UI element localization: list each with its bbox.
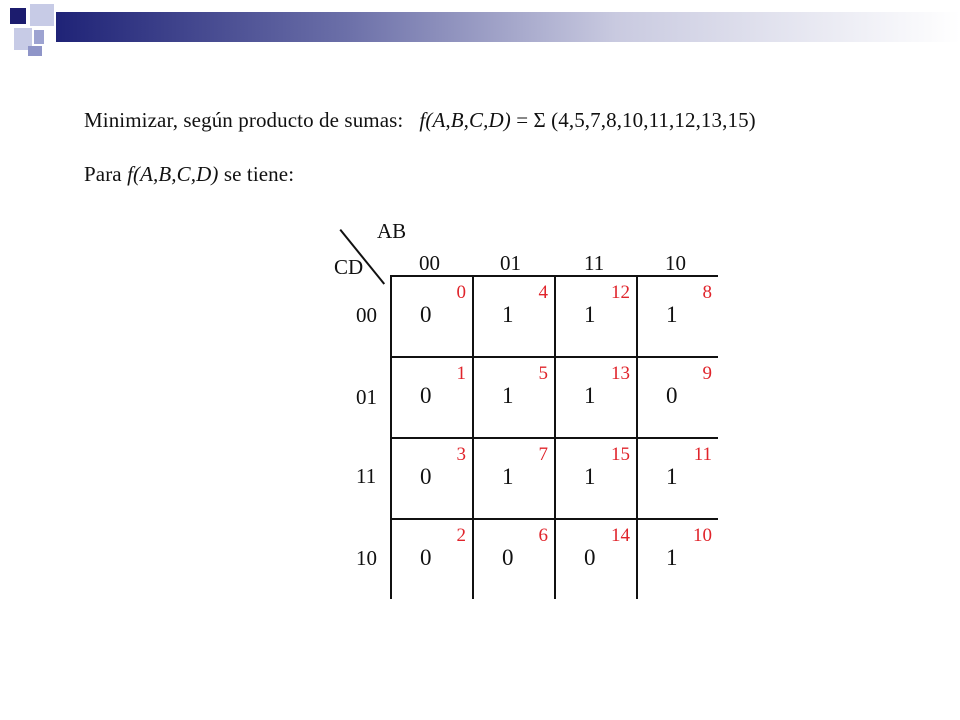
cell-value: 0 [502,545,514,570]
kmap-cell [638,277,718,356]
cell-value: 1 [584,383,596,408]
cell-value: 0 [420,383,432,408]
decor-square [30,4,54,26]
slide-header-decoration [0,0,960,60]
cell-minterm-index: 6 [538,525,548,546]
cell-value: 1 [502,302,514,327]
function-name: f(A,B,C,D) [127,162,219,186]
intro-prefix: Para [84,162,122,186]
kmap-cell [392,520,472,599]
decor-square [34,30,44,44]
cell-value: 1 [584,464,596,489]
function-expression: = Σ (4,5,7,8,10,11,12,13,15) [516,108,756,132]
function-name: f(A,B,C,D) [419,108,511,132]
cell-minterm-index: 7 [538,444,548,465]
kmap-cell [474,358,554,437]
kmap-cell [556,358,636,437]
kmap-cell [474,520,554,599]
cell-minterm-index: 9 [702,363,712,384]
kmap-cell [392,277,472,356]
cell-minterm-index: 4 [538,282,548,303]
kmap-cell [556,520,636,599]
kmap-cd-label: CD [334,255,364,279]
karnaugh-map [390,275,718,599]
cell-value: 1 [502,464,514,489]
kmap-column-header: 10 [665,251,686,275]
cell-value: 1 [666,302,678,327]
cell-minterm-index: 2 [456,525,466,546]
cell-minterm-index: 8 [702,282,712,303]
kmap-row-header: 11 [356,464,377,488]
statement-prefix: Minimizar, según producto de sumas: [84,108,404,132]
cell-value: 0 [420,302,432,327]
kmap-cell [556,277,636,356]
gradient-bar [56,12,960,42]
kmap-column-header: 00 [419,251,440,275]
kmap-cell [638,358,718,437]
cell-value: 1 [502,383,514,408]
cell-value: 0 [420,464,432,489]
cell-minterm-index: 0 [456,282,466,303]
kmap-row-header: 00 [356,303,377,327]
cell-value: 1 [666,464,678,489]
intro-line [84,162,294,187]
cell-value: 1 [584,302,596,327]
kmap-column-header: 01 [500,251,521,275]
kmap-ab-label: AB [377,219,407,243]
kmap-cell [474,277,554,356]
cell-minterm-index: 10 [693,525,712,546]
cell-minterm-index: 12 [611,282,630,303]
kmap-row-header: 01 [356,385,377,409]
cell-minterm-index: 3 [456,444,466,465]
kmap-cell [474,439,554,518]
problem-statement [84,108,756,133]
cell-value: 0 [420,545,432,570]
intro-suffix: se tiene: [223,162,295,186]
kmap-cell [392,358,472,437]
cell-minterm-index: 1 [456,363,466,384]
kmap-cell [392,439,472,518]
kmap-cell [638,439,718,518]
kmap-row-header: 10 [356,546,377,570]
cell-minterm-index: 11 [693,444,712,465]
kmap-cell [638,520,718,599]
decor-square [28,46,42,56]
cell-value: 1 [666,545,678,570]
cell-value: 0 [666,383,678,408]
cell-minterm-index: 13 [611,363,630,384]
decor-square [10,8,26,24]
cell-minterm-index: 15 [611,444,630,465]
kmap-column-header: 11 [584,251,605,275]
cell-minterm-index: 14 [611,525,630,546]
cell-minterm-index: 5 [538,363,548,384]
cell-value: 0 [584,545,596,570]
kmap-cell [556,439,636,518]
